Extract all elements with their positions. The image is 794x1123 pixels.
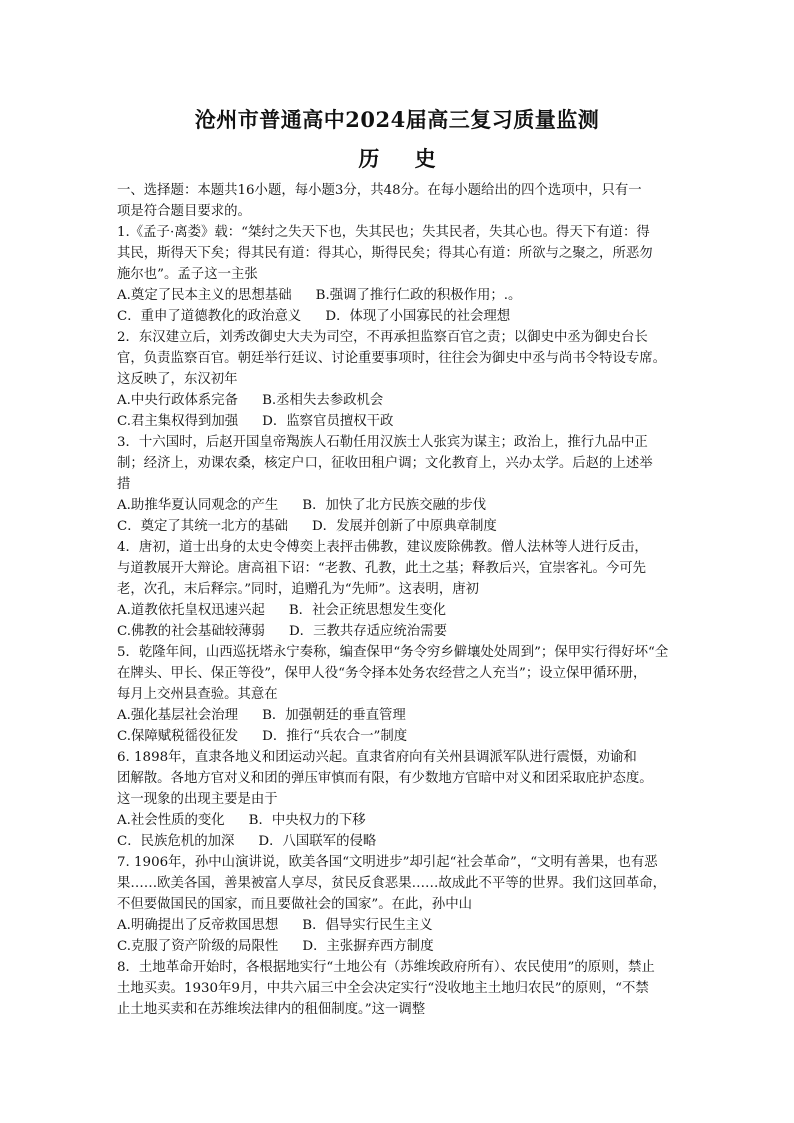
- question-stem-line: 与道教展开大辩论。唐高祖下诏：“老教、孔教，此土之基；释教后兴，宜崇客礼。今可先: [117, 561, 647, 576]
- question-8: [117, 957, 679, 1020]
- question-stem-line: 这反映了，东汉初年: [117, 372, 238, 387]
- question-stem-line: 止土地买卖和在苏维埃法律内的租佃制度。”这一调整: [117, 1002, 426, 1017]
- answer-option: D．监察官员擅权干政: [262, 414, 394, 429]
- question-stem-line: 1.《孟子·离娄》载：“桀纣之失天下也，失其民也；失其民者，失其心也。得天下有道：得: [117, 225, 650, 240]
- option-row: [117, 516, 679, 537]
- question-2: [117, 327, 679, 432]
- answer-option: C．重申了道德教化的政治意义: [117, 309, 302, 324]
- question-stem-line: 8．土地革命开始时，各根据地实行“土地公有（苏维埃政府所有）、农民使用”的原则，禁止: [117, 960, 655, 975]
- answer-option: B．中央权力的下移: [248, 813, 366, 828]
- answer-option: B．社会正统思想发生变化: [288, 603, 446, 618]
- answer-option: C．奠定了其统一北方的基础: [117, 519, 288, 534]
- answer-option: A.社会性质的变化: [117, 813, 225, 828]
- answer-option: A.明确提出了反帝救国思想: [117, 918, 279, 933]
- answer-option: D．体现了小国寡民的社会理想: [325, 309, 511, 324]
- answer-option: C．民族危机的加深: [117, 834, 235, 849]
- answer-option: A.助推华夏认同观念的产生: [117, 498, 279, 513]
- answer-option: A.强化基层社会治理: [117, 708, 239, 723]
- answer-option: A.奠定了民本主义的思想基础: [117, 288, 292, 303]
- question-stem-line: 这一现象的出现主要是由于: [117, 792, 278, 807]
- question-stem-line: 土地买卖。1930年9月，中共六届三中全会决定实行“没收地主土地归农民”的原则，“不禁: [117, 981, 649, 996]
- question-stem-line: 5．乾隆年间，山西巡抚塔永宁奏称，编查保甲“务令穷乡僻壤处处周到”；保甲实行得好坏“全: [117, 645, 669, 660]
- answer-option: C.保障赋税徭役征发: [117, 729, 239, 744]
- subject-title: 历 史: [358, 146, 450, 171]
- answer-option: D．八国联军的侵略: [258, 834, 377, 849]
- question-stem-line: 3．十六国时，后赵开国皇帝羯族人石勒任用汉族士人张宾为谋主；政治上，推行九品中正: [117, 435, 648, 450]
- question-stem-line: 每月上交州县查验。其意在: [117, 687, 278, 702]
- question-stem-line: 果……欧美各国，善果被富人享尽，贫民反食恶果……故成此不平等的世界。我们这回革命，: [117, 876, 667, 891]
- question-stem-line: 2．东汉建立后，刘秀改御史大夫为司空，不再承担监察百官之责；以御史中丞为御史台长: [117, 330, 648, 345]
- question-stem-line: 官，负责监察百官。朝廷举行廷议、讨论重要事项时，往往会为御史中丞与尚书令特设专席。: [117, 351, 667, 366]
- answer-option: C.佛教的社会基础较薄弱: [117, 624, 265, 639]
- option-row: [117, 705, 679, 726]
- answer-option: B.强调了推行仁政的积极作用；.。: [315, 288, 522, 303]
- question-stem-line: 老，次孔，末后释宗。”同时，追赠孔为“先师”。这表明，唐初: [117, 582, 479, 597]
- option-row: [117, 915, 679, 936]
- answer-option: D．三教共存适应统治需要: [288, 624, 447, 639]
- question-5: [117, 642, 679, 747]
- option-row: [117, 600, 679, 621]
- answer-option: D．推行“兵农合一”制度: [262, 729, 408, 744]
- answer-option: B．倡导实行民生主义: [302, 918, 433, 933]
- answer-option: A.道教依托皇权迅速兴起: [117, 603, 265, 618]
- question-stem-line: 不但要做国民的国家，而且要做社会的国家”。在此，孙中山: [117, 897, 472, 912]
- answer-option: C.君主集权得到加强: [117, 414, 239, 429]
- option-row: [117, 936, 679, 957]
- answer-option: B．加快了北方民族交融的步伐: [302, 498, 487, 513]
- question-6: [117, 747, 679, 852]
- option-row: [117, 390, 679, 411]
- option-row: [117, 411, 679, 432]
- option-row: [117, 285, 679, 306]
- option-row: [117, 726, 679, 747]
- question-stem-line: 在牌头、甲长、保正等役”，保甲人役“务令择本处务农经营之人充当”；设立保甲循环册，: [117, 666, 647, 681]
- question-7: [117, 852, 679, 957]
- answer-option: D．主张摒弃西方制度: [302, 939, 434, 954]
- question-3: [117, 432, 679, 537]
- question-stem-line: 施尔也”。孟子这一主张: [117, 267, 258, 282]
- option-row: [117, 621, 679, 642]
- exam-title: 沧州市普通高中2024届高三复习质量监测: [194, 107, 600, 132]
- question-4: [117, 537, 679, 642]
- question-1: [117, 222, 679, 327]
- section-instruction: 一、选择题：本题共16小题，每小题3分，共48分。在每小题给出的四个选项中，只有一: [117, 183, 642, 198]
- answer-option: B.丞相失去参政机会: [262, 393, 384, 408]
- question-stem-line: 4．唐初，道士出身的太史令傅奕上表抨击佛教，建议废除佛教。僧人法林等人进行反击，: [117, 540, 648, 555]
- question-stem-line: 团解散。各地方官对义和团的弹压审慎而有限，有少数地方官暗中对义和团采取庇护态度。: [117, 771, 653, 786]
- answer-option: A.中央行政体系完备: [117, 393, 239, 408]
- answer-option: C.克服了资产阶级的局限性: [117, 939, 279, 954]
- option-row: [117, 831, 679, 852]
- section-instruction: 项是符合题目要求的。: [117, 204, 251, 219]
- question-stem-line: 6. 1898年，直隶各地义和团运动兴起。直隶省府向有关州县调派军队进行震慑，劝谕和: [117, 750, 637, 765]
- option-row: [117, 306, 679, 327]
- answer-option: D．发展并创新了中原典章制度: [311, 519, 497, 534]
- question-stem-line: 制；经济上，劝课农桑，核定户口，征收田租户调；文化教育上，兴办太学。后赵的上述举: [117, 456, 653, 471]
- question-stem-line: 其民，斯得天下矣；得其民有道：得其心，斯得民矣；得其心有道：所欲与之聚之，所恶勿: [117, 246, 653, 261]
- answer-option: B．加强朝廷的垂直管理: [262, 708, 406, 723]
- exam-body: [117, 180, 679, 1020]
- question-stem-line: 措: [117, 477, 131, 492]
- option-row: [117, 495, 679, 516]
- option-row: [117, 810, 679, 831]
- question-stem-line: 7. 1906年，孙中山演讲说，欧美各国“文明进步”却引起“社会革命”，“文明有善果，也有恶: [117, 855, 658, 870]
